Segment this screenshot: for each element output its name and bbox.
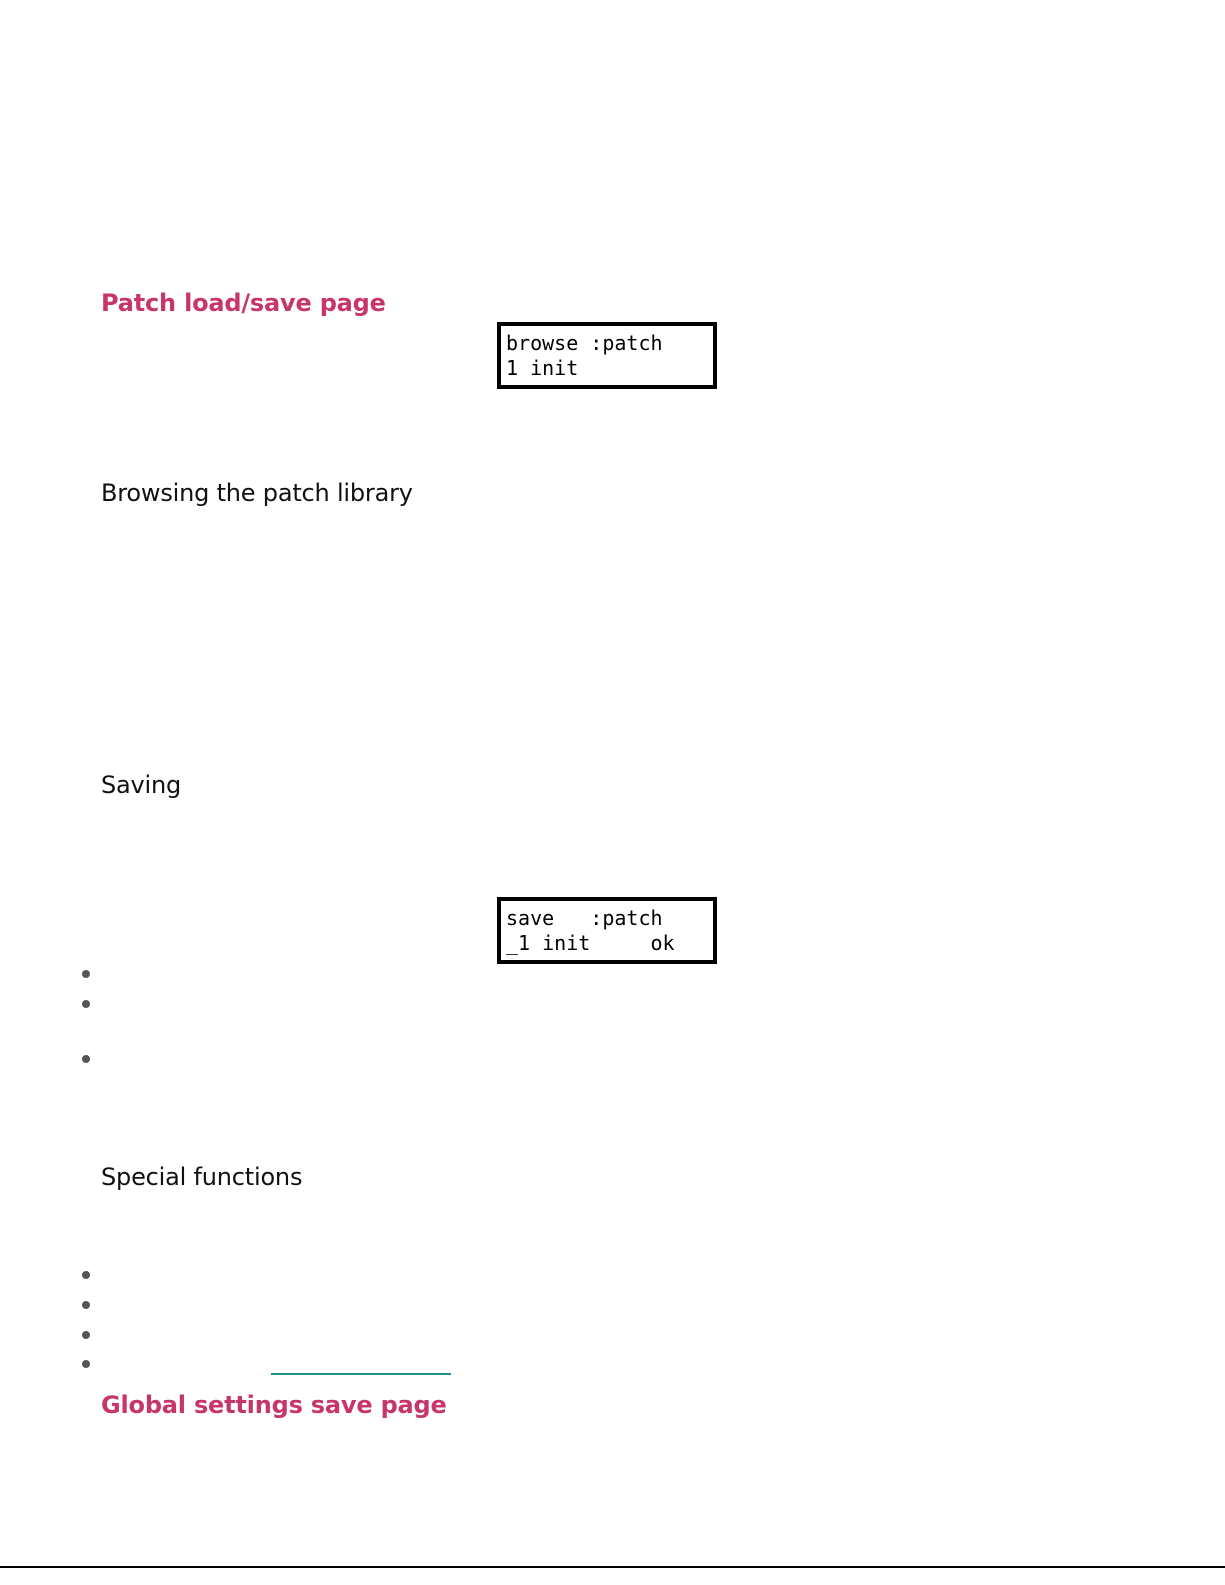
subheading-special-functions: Special functions (101, 1163, 303, 1191)
lcd-line-1: save :patch (506, 906, 663, 930)
lcd-line-2: 1 init (506, 356, 579, 380)
list-bullet (82, 970, 90, 978)
list-bullet (82, 1055, 90, 1063)
list-bullet (82, 1360, 90, 1368)
list-bullet (82, 1000, 90, 1008)
hyperlink-underline[interactable] (271, 1373, 451, 1375)
section-title-patch-load-save: Patch load/save page (101, 289, 386, 317)
subheading-browsing: Browsing the patch library (101, 479, 413, 507)
lcd-display-browse (497, 322, 717, 389)
lcd-line-1: browse :patch (506, 331, 663, 355)
list-bullet (82, 1331, 90, 1339)
lcd-display-save (497, 897, 717, 964)
list-bullet (82, 1271, 90, 1279)
subheading-saving: Saving (101, 771, 182, 799)
page-bottom-rule (0, 1566, 1225, 1568)
section-title-global-settings-save: Global settings save page (101, 1391, 447, 1419)
lcd-line-2: _1 init ok (506, 931, 675, 955)
list-bullet (82, 1301, 90, 1309)
